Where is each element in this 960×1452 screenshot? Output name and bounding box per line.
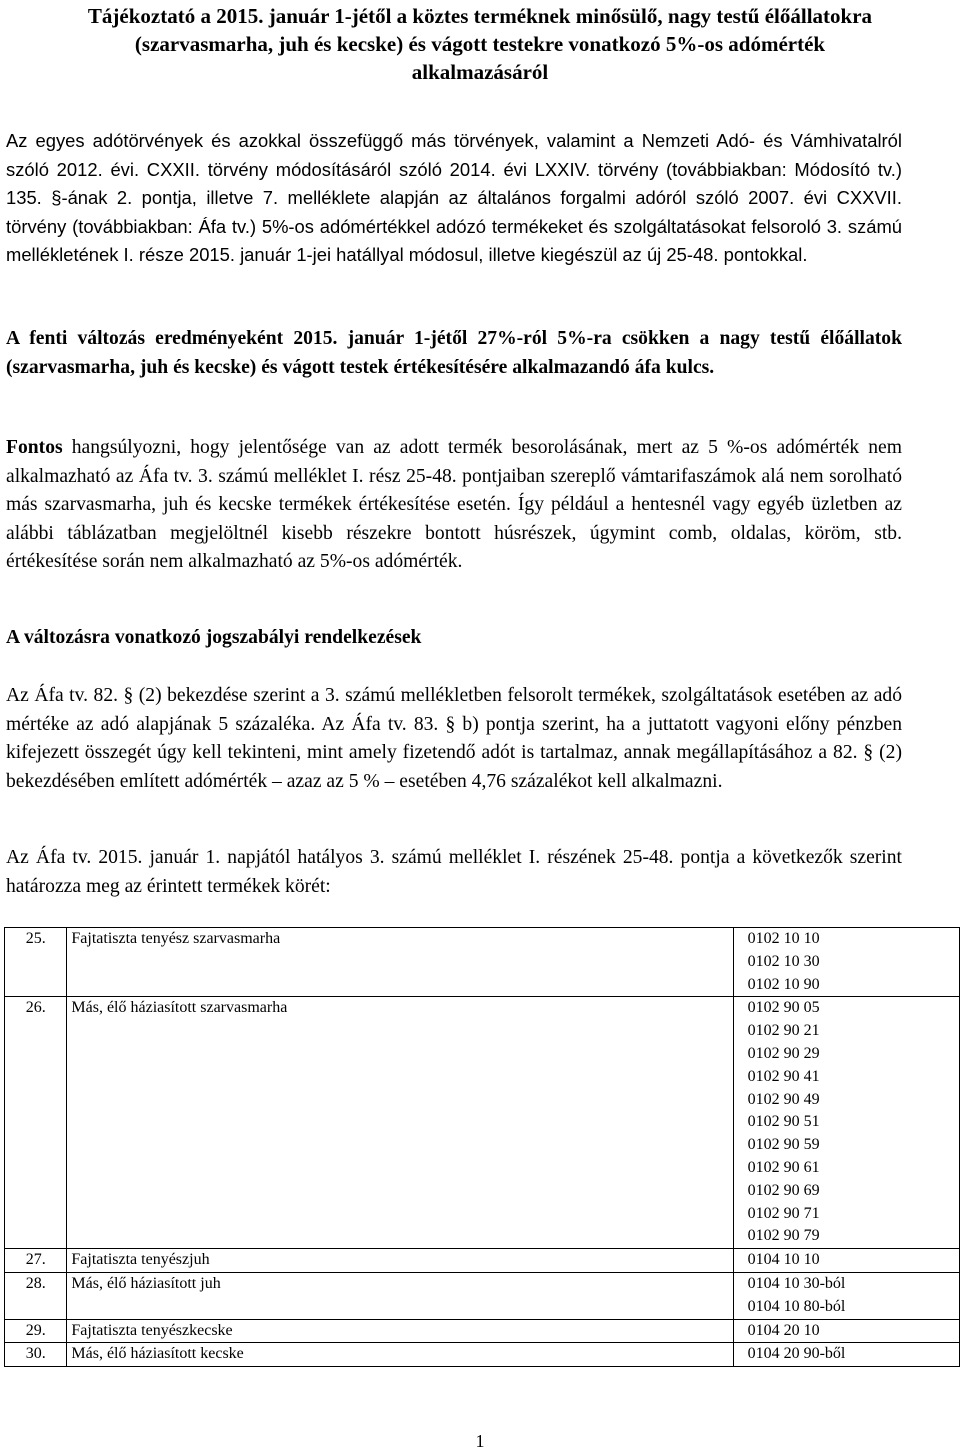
tariff-code: 0104 10 10 [747,1251,820,1269]
tariff-codes [733,1249,959,1273]
tariff-code: 0102 90 05 [747,999,820,1017]
legal-heading: A változásra vonatkozó jogszabályi rendelkezések [6,627,422,648]
important-lead: Fontos [6,437,63,458]
page-number: 1 [475,1431,485,1451]
table-row [5,928,960,997]
tariff-codes [733,1343,959,1367]
tariff-code: 0102 10 90 [747,975,820,993]
tariff-code: 0102 90 51 [747,1113,820,1131]
intro-paragraph: Az egyes adótörvények és azokkal összefüggő más törvények, valamint a Nemzeti Adó- és Vámhivatalról szóló 2012. évi. CXXII. törvény módosításáról szóló 2014. évi LXXIV. törvény (továbbiakban: Módosító tv.) 135. §-ának 2. pontja, illetve 7. melléklete alapján az általános forgalmi adóról szóló 2007. évi CXXVII. törvény (továbbiakban: Áfa tv.) 5%-os adómértékkel adózó termékeket és szolgáltatásokat felsoroló 3. számú mellékletének I. része 2015. január 1-jei hatállyal módosul, illetve kiegészül az új 25-48. pontokkal. [6,130,902,266]
tariff-code: 0104 20 10 [747,1321,820,1339]
table-row [5,997,960,1249]
product-name: Más, élő háziasított szarvasmarha [67,997,733,1249]
tariff-code: 0104 10 80-ból [747,1297,846,1315]
row-number: 26. [5,997,67,1249]
tariff-code: 0102 10 10 [747,930,820,947]
tariff-codes [733,928,959,997]
row-number: 30. [5,1343,67,1367]
tariff-code: 0102 90 69 [747,1181,820,1199]
table-row [5,1249,960,1273]
tariff-code: 0102 90 29 [747,1044,820,1062]
product-name: Fajtatiszta tenyészkecske [67,1319,733,1343]
tariff-code: 0104 10 30-ból [747,1274,846,1292]
title-line-3: alkalmazásáról [411,60,549,84]
table-row [5,1272,960,1319]
product-name: Fajtatiszta tenyész szarvasmarha [67,928,733,997]
tariff-code: 0102 90 71 [747,1204,820,1222]
tariff-code: 0102 90 21 [747,1022,820,1040]
row-number: 25. [5,928,67,997]
row-number: 28. [5,1272,67,1319]
tariff-codes [733,997,959,1249]
product-name: Más, élő háziasított kecske [67,1343,733,1367]
tariff-code: 0102 90 41 [747,1067,820,1085]
product-name: Fajtatiszta tenyészjuh [67,1249,733,1273]
result-paragraph: A fenti változás eredményeként 2015. január 1-jétől 27%-ról 5%-ra csökken a nagy testű élőállatok (szarvasmarha, juh és kecske) és vágott testek értékesítésére alkalmazandó áfa kulcs. [6,328,902,378]
tariff-code: 0102 90 59 [747,1136,820,1154]
tariff-code: 0104 20 90-ből [747,1345,846,1363]
product-table-body [5,928,960,1367]
document-title [0,2,960,86]
title-line-2: (szarvasmarha, juh és kecske) és vágott testekre vonatkozó 5%-os adómérték [134,32,826,56]
table-row [5,1343,960,1367]
tariff-code: 0102 90 79 [747,1227,820,1245]
title-line-1: Tájékoztató a 2015. január 1-jétől a köztes terméknek minősülő, nagy testű élőállatokra [87,4,873,28]
tariff-code: 0102 90 61 [747,1158,820,1176]
important-paragraph [6,434,902,577]
tariff-code: 0102 10 30 [747,952,820,970]
row-number: 29. [5,1319,67,1343]
product-table [4,927,960,1367]
tariff-codes [733,1319,959,1343]
tariff-codes [733,1272,959,1319]
important-text: hangsúlyozni, hogy jelentősége van az adott termék besorolásának, mert az 5 %-os adómérték nem alkalmazható az Áfa tv. 3. számú melléklet I. rész 25-48. pontjaiban szereplő vámtarifaszámok alá nem sorolható más szarvasmarha, juh és kecske termékek értékesítése esetén. Így például a hentesnél vagy egyéb üzletben az alábbi táblázatban megjelöltnél kisebb részekre bontott húsrészek, úgymint comb, oldalas, köröm, stb. értékesítése során nem alkalmazható az 5%-os adómérték. [6,437,902,573]
legal-paragraph-2: Az Áfa tv. 2015. január 1. napjától hatályos 3. számú melléklet I. részének 25-48. pontja a következők szerint határozza meg az érintett termékek körét: [6,847,902,897]
tariff-code: 0102 90 49 [747,1090,820,1108]
row-number: 27. [5,1249,67,1273]
table-row [5,1319,960,1343]
product-name: Más, élő háziasított juh [67,1272,733,1319]
legal-paragraph-1: Az Áfa tv. 82. § (2) bekezdése szerint a 3. számú mellékletben felsorolt termékek, szolgáltatások esetében az adó mértéke az adó alapjának 5 százaléka. Az Áfa tv. 83. § b) pontja szerint, ha a juttatott vagyoni előny pénzben kifejezett összegét úgy kell tekinteni, mint amely fizetendő adót is tartalmaz, annak megállapításához a 82. § (2) bekezdésében említett adómérték – azaz az 5 % – esetében 4,76 százalékot kell alkalmazni. [6,685,902,792]
